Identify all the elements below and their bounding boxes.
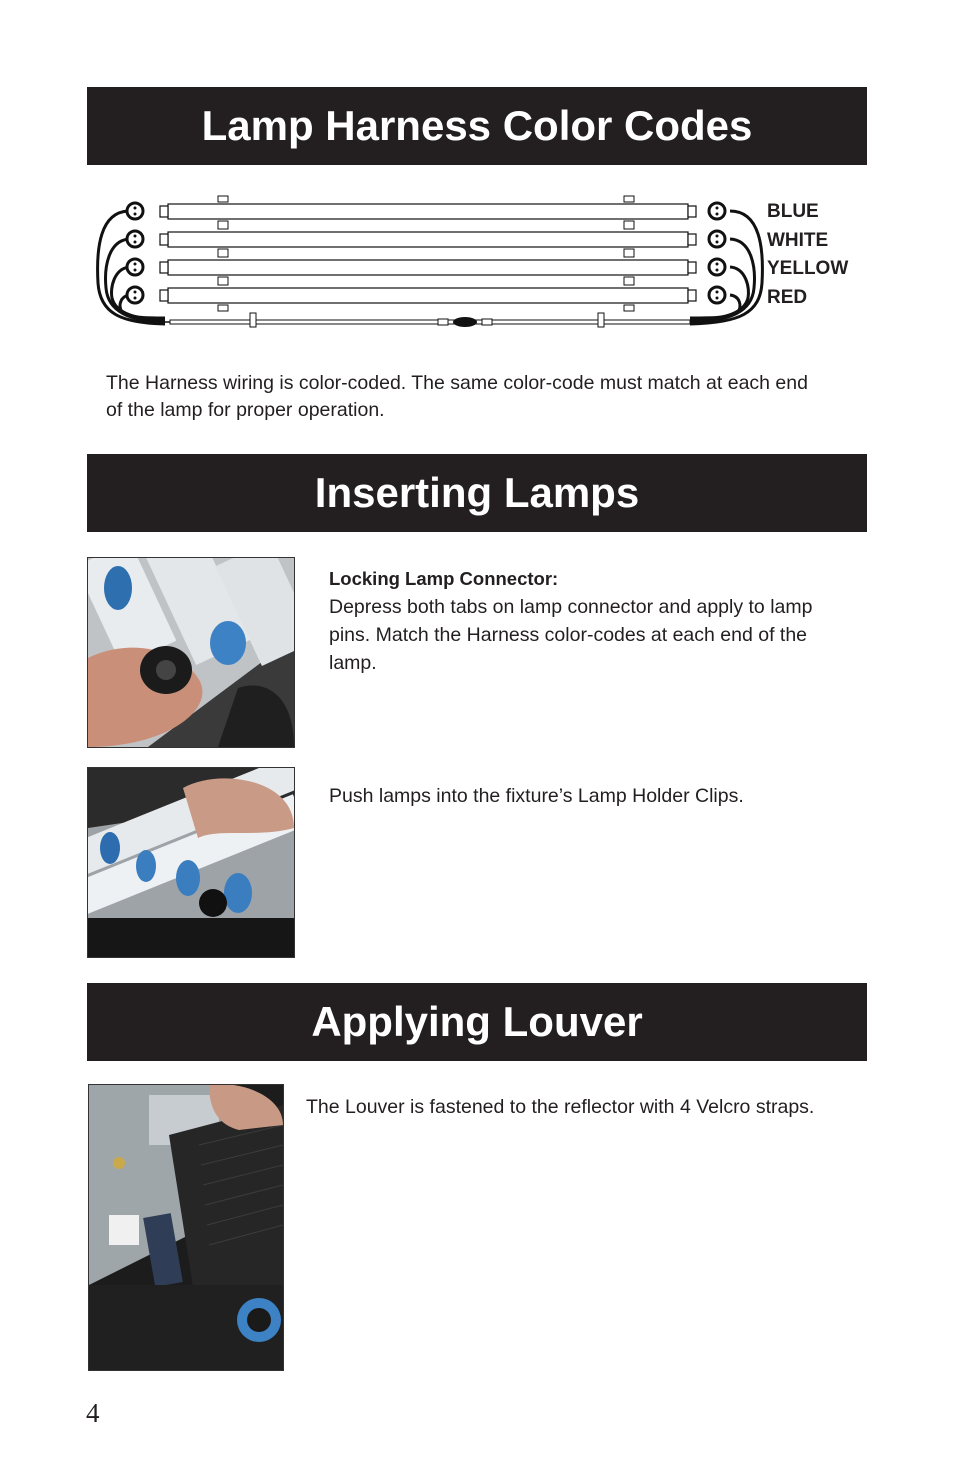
photo-lamp-holder-clips bbox=[87, 767, 295, 958]
louver-instructions: The Louver is fastened to the reflector with 4 Velcro straps. bbox=[306, 1096, 815, 1118]
photo-locking-connector bbox=[87, 557, 295, 748]
color-code-white: WHITE bbox=[767, 230, 829, 251]
section-title-harness-color-codes: Lamp Harness Color Codes bbox=[87, 87, 867, 165]
color-code-yellow: YELLOW bbox=[767, 258, 849, 279]
section-title-inserting-lamps: Inserting Lamps bbox=[87, 454, 867, 532]
color-code-blue: BLUE bbox=[767, 201, 819, 222]
harness-wiring-diagram bbox=[90, 188, 770, 338]
locking-connector-heading: Locking Lamp Connector: bbox=[329, 568, 559, 589]
photo-louver-velcro bbox=[88, 1084, 284, 1371]
lamp-holder-clips-instructions: Push lamps into the fixture’s Lamp Holder Clips. bbox=[329, 785, 744, 807]
locking-connector-instructions: Depress both tabs on lamp connector and apply to lamp pins. Match the Harness color-codes at each end of the lamp. bbox=[329, 596, 813, 674]
color-code-red: RED bbox=[767, 287, 808, 308]
page-number: 4 bbox=[86, 1398, 100, 1428]
section-title-applying-louver: Applying Louver bbox=[87, 983, 867, 1061]
harness-description: The Harness wiring is color-coded. The same color-code must match at each end of the lamp for proper operation. bbox=[106, 372, 808, 421]
